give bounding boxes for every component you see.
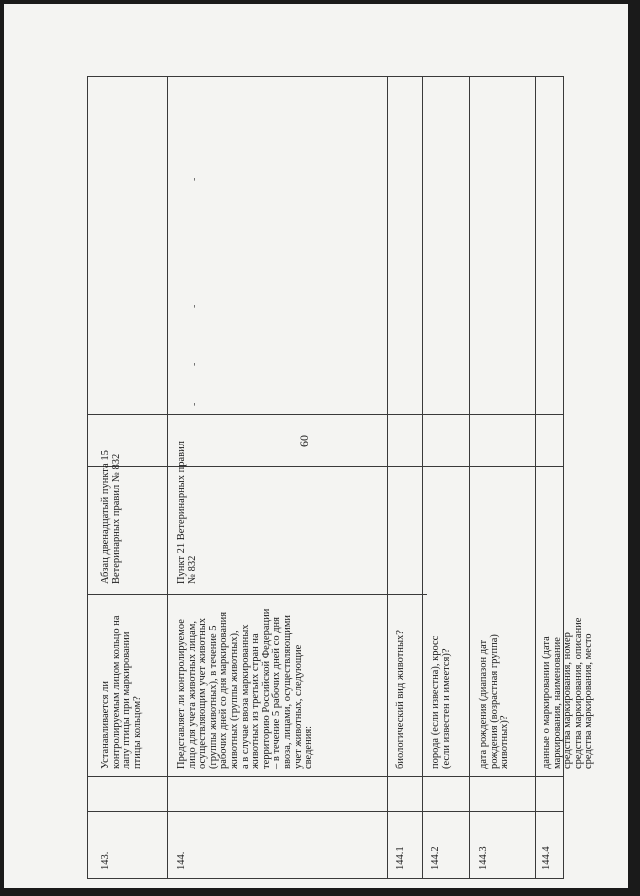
question-text: Устанавливается ли контролируемым лицом кольцо на лапу птицы при маркировании птицы кольцом?	[100, 615, 143, 769]
answer-mark: -	[189, 304, 200, 308]
question-text: данные о маркировании (дата маркирования, наименование средства маркирования, номер средства маркирования, описание средства маркирования, место	[541, 617, 595, 769]
column-divider	[87, 776, 564, 777]
row-divider	[422, 76, 423, 879]
row-number: 144.	[176, 851, 187, 870]
page-number: 60	[297, 435, 311, 447]
row-number: 144.4	[541, 846, 552, 870]
column-divider	[87, 811, 564, 812]
document-page	[4, 4, 628, 888]
row-number: 143.	[100, 851, 111, 870]
column-divider	[87, 414, 564, 415]
row-divider	[167, 76, 168, 879]
question-text: дата рождения (диапазон дат рождения (возрастная группа) животных)?	[478, 634, 511, 769]
table-border-top	[87, 76, 564, 77]
row-number: 144.3	[478, 846, 489, 870]
question-text: биологический вид животных?	[395, 630, 406, 769]
requirement-reference: Абзац двенадцатый пункта 15 Ветеринарных правил № 832	[100, 450, 122, 584]
requirement-reference: Пункт 21 Ветеринарных правил № 832	[176, 441, 198, 584]
checklist-table	[87, 76, 595, 879]
table-border-left	[87, 76, 88, 879]
column-divider	[87, 466, 564, 467]
question-text: Представляет ли контролируемое лицо для учета животных лицам, осуществляющим учет животных (группы животных), в течение 5 рабочих дней со дня маркирования животных (группы животных), а в случае ввоза маркированных животных из третьих стран на территорию Российской Федерации – в течение 5 рабочих дней со дня ввоза, лицами, осуществляющими учет животных, следующие сведения:	[176, 608, 315, 769]
answer-mark: -	[189, 362, 200, 366]
row-divider	[387, 76, 388, 879]
question-text: порода (если известна), кросс (если известен и имеется)?	[430, 635, 452, 769]
row-divider	[469, 76, 470, 879]
row-number: 144.2	[430, 846, 441, 870]
answer-mark: -	[189, 402, 200, 406]
answer-mark: -	[189, 177, 200, 181]
row-divider	[535, 76, 536, 879]
row-number: 144.1	[395, 846, 406, 870]
column-divider	[87, 594, 427, 595]
table-border-bottom	[87, 878, 564, 879]
